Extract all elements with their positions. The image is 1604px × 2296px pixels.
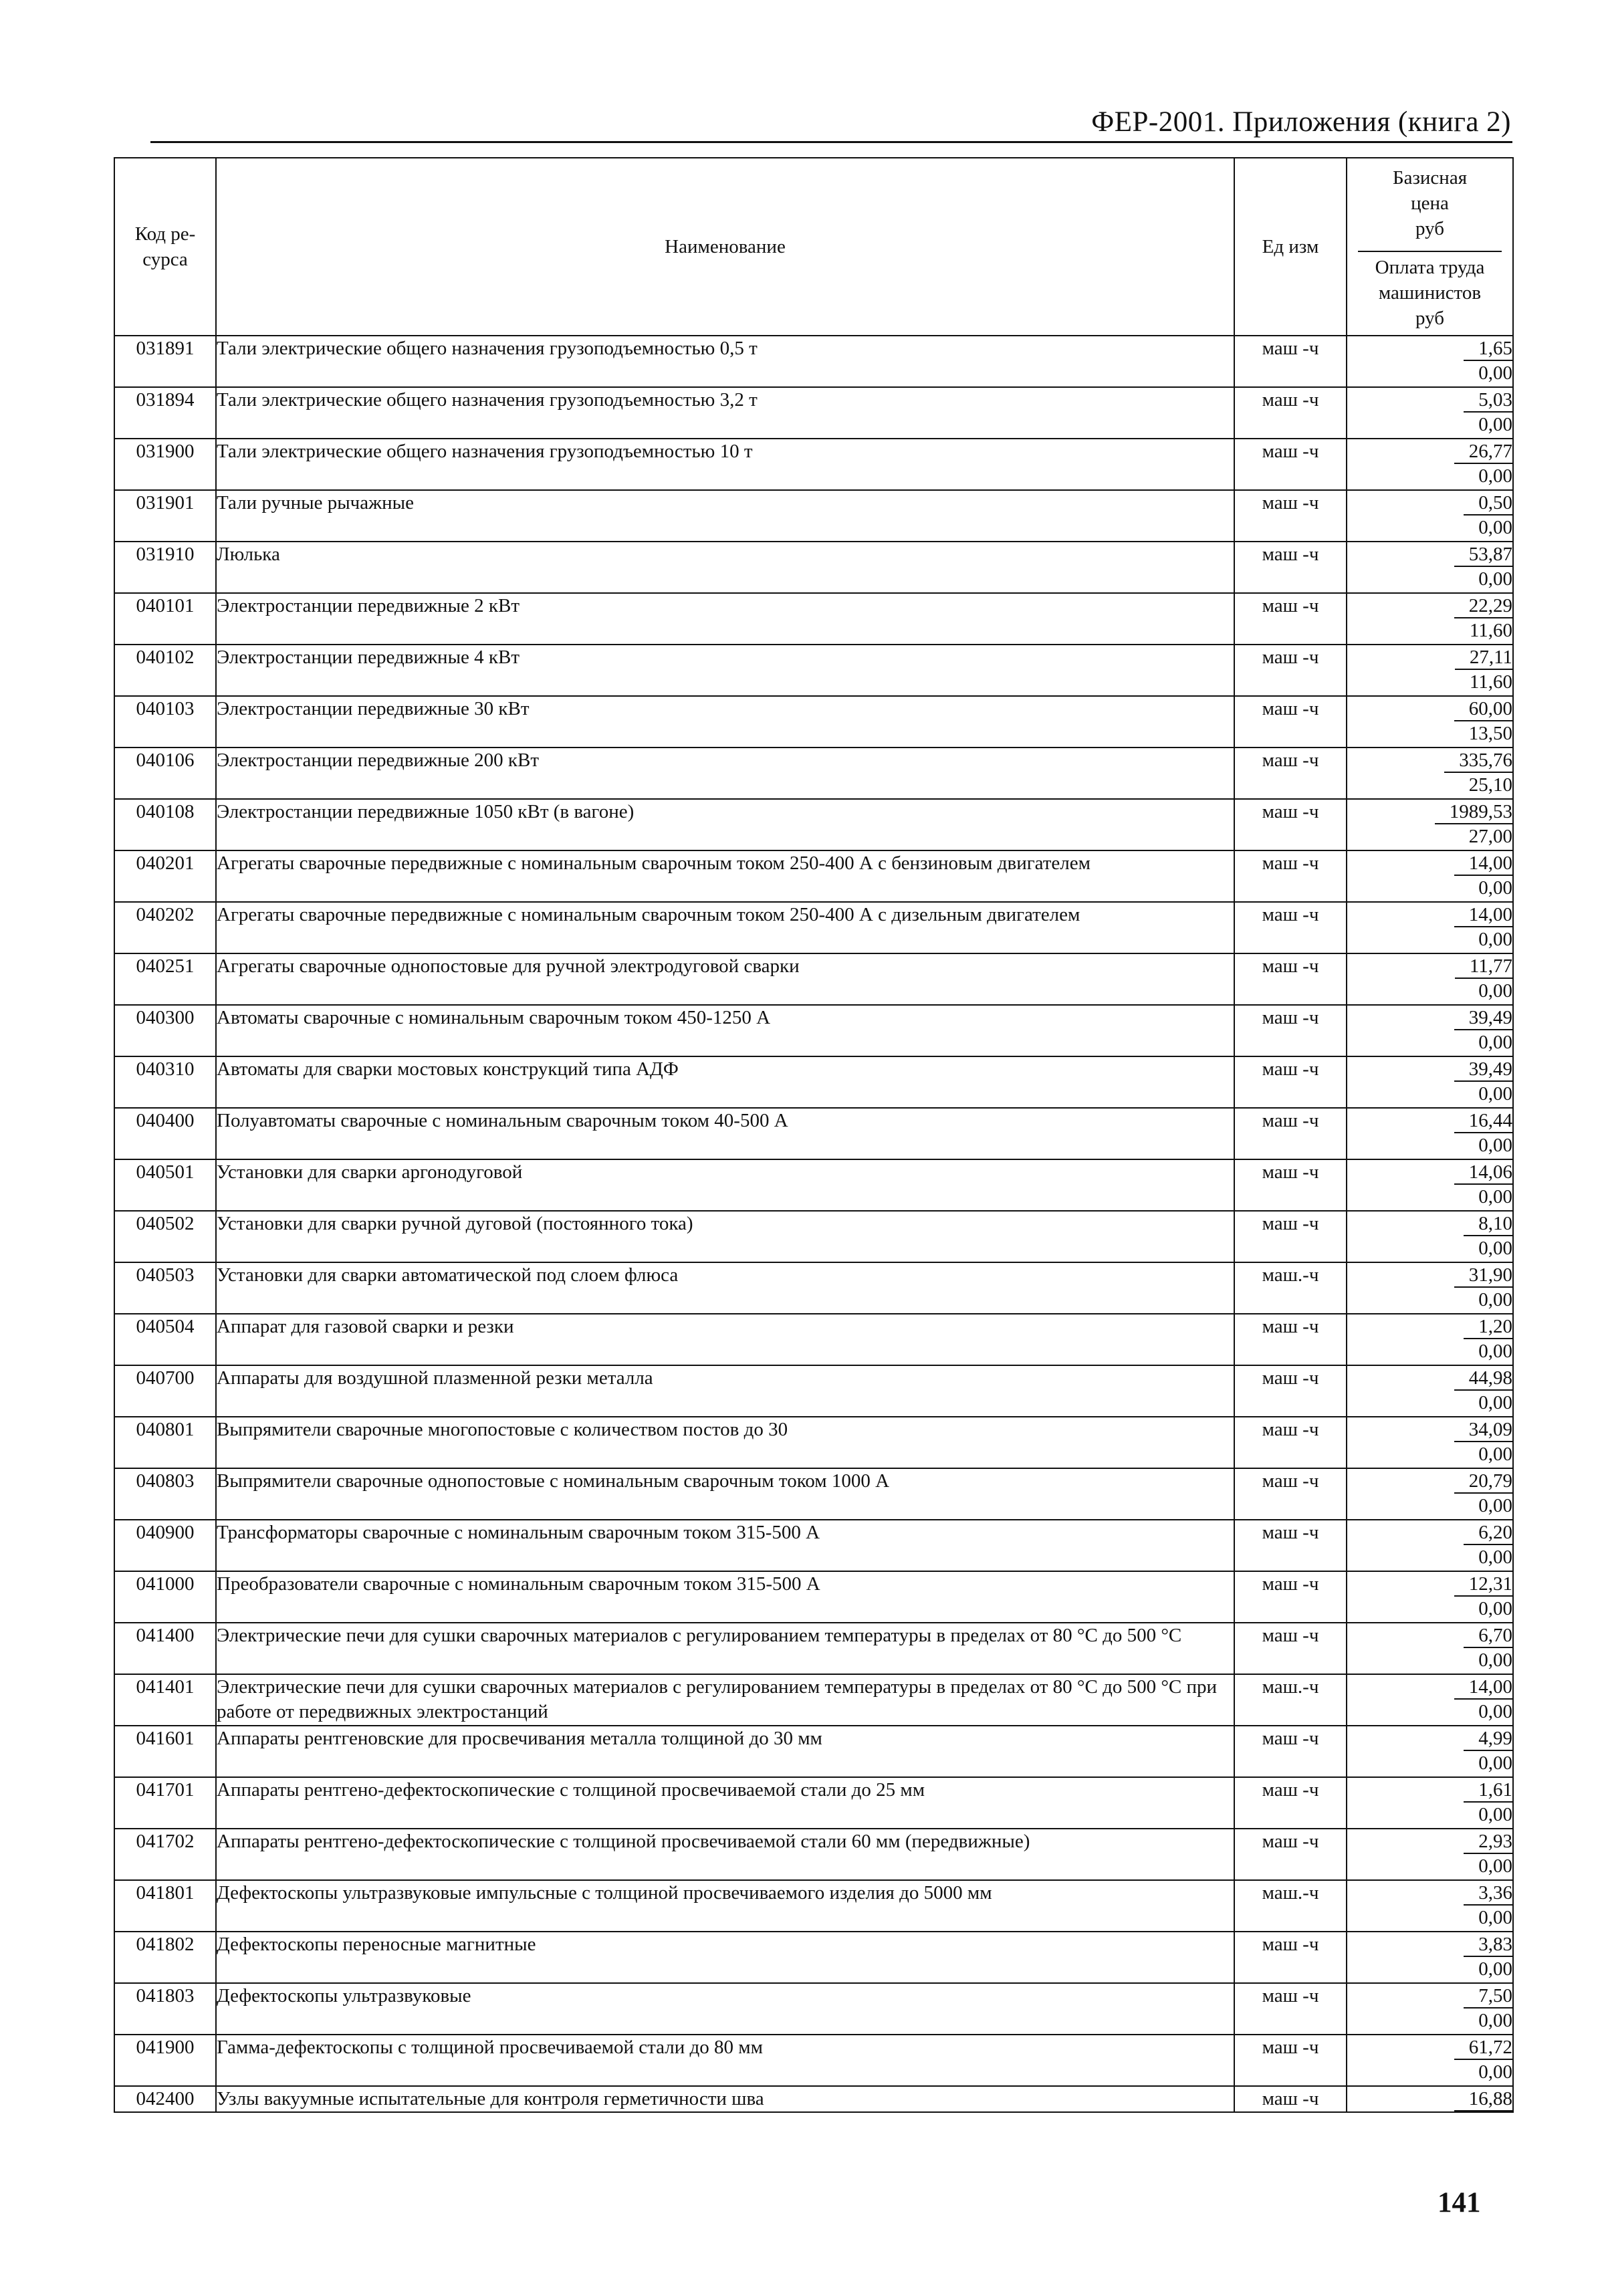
resource-code: 031891 [114, 336, 216, 387]
resource-name: Электростанции передвижные 2 кВт [216, 593, 1234, 645]
resource-unit: маш -ч [1234, 1726, 1347, 1777]
base-price: 1,20 [1464, 1316, 1512, 1339]
price-cell [1347, 1983, 1513, 2035]
resource-name: Агрегаты сварочные передвижные с номинальным сварочным током 250-400 А с бензиновым двигателем [216, 850, 1234, 902]
table-row [114, 1365, 1513, 1417]
resource-name: Люлька [216, 542, 1234, 593]
operator-wage: 0,00 [1478, 1752, 1512, 1774]
operator-wage: 0,00 [1478, 1598, 1512, 1619]
resource-name: Трансформаторы сварочные с номинальным сварочным током 315-500 А [216, 1520, 1234, 1571]
resource-name: Автоматы для сварки мостовых конструкций типа АДФ [216, 1056, 1234, 1108]
resource-name: Электрические печи для сушки сварочных материалов с регулированием температуры в пределах от 80 °С до 500 °С [216, 1623, 1234, 1674]
header-code: Код ре- сурса [114, 158, 216, 336]
resource-code: 040101 [114, 593, 216, 645]
base-price: 27,11 [1455, 647, 1512, 670]
resource-code: 040700 [114, 1365, 216, 1417]
price-cell [1347, 336, 1513, 387]
resource-code: 040801 [114, 1417, 216, 1468]
header-name: Наименование [216, 158, 1234, 336]
base-price: 14,06 [1454, 1161, 1512, 1185]
table-row [114, 1056, 1513, 1108]
operator-wage: 0,00 [1478, 362, 1512, 384]
price-cell [1347, 387, 1513, 439]
operator-wage: 11,60 [1469, 671, 1512, 693]
resource-unit: маш -ч [1234, 1056, 1347, 1108]
resource-name: Аппараты рентгено-дефектоскопические с толщиной просвечиваемой стали до 25 мм [216, 1777, 1234, 1829]
resource-code: 040102 [114, 645, 216, 696]
resource-name: Электростанции передвижные 1050 кВт (в вагоне) [216, 799, 1234, 850]
resource-unit: маш -ч [1234, 1932, 1347, 1983]
base-price: 16,44 [1454, 1110, 1512, 1133]
resource-unit: маш -ч [1234, 2086, 1347, 2112]
base-price: 14,00 [1454, 904, 1512, 927]
price-cell [1347, 542, 1513, 593]
price-cell [1347, 1520, 1513, 1571]
table-row [114, 1777, 1513, 1829]
operator-wage: 0,00 [1478, 1649, 1512, 1671]
base-price: 12,31 [1454, 1573, 1512, 1597]
operator-wage: 0,00 [1478, 877, 1512, 899]
resource-unit: маш -ч [1234, 850, 1347, 902]
operator-wage: 0,00 [1478, 414, 1512, 435]
price-cell [1347, 1314, 1513, 1365]
price-cell [1347, 1829, 1513, 1880]
base-price: 39,49 [1454, 1007, 1512, 1030]
operator-wage: 0,00 [1478, 1135, 1512, 1156]
header-price [1347, 158, 1513, 336]
resource-name: Агрегаты сварочные передвижные с номинальным сварочным током 250-400 А с дизельным двигателем [216, 902, 1234, 953]
resource-unit: маш.-ч [1234, 1674, 1347, 1726]
resource-unit: маш -ч [1234, 953, 1347, 1005]
table-body [114, 336, 1513, 2112]
table-row [114, 645, 1513, 696]
resource-name: Тали электрические общего назначения грузоподъемностью 10 т [216, 439, 1234, 490]
table-row [114, 1571, 1513, 1623]
base-price: 1,65 [1464, 338, 1512, 361]
table-row [114, 902, 1513, 953]
resource-code: 041000 [114, 1571, 216, 1623]
operator-wage: 0,00 [1478, 568, 1512, 590]
price-cell [1347, 748, 1513, 799]
price-cell [1347, 850, 1513, 902]
table-row [114, 1880, 1513, 1932]
operator-wage: 0,00 [1478, 1186, 1512, 1208]
price-cell [1347, 439, 1513, 490]
resource-code: 040900 [114, 1520, 216, 1571]
base-price: 8,10 [1464, 1213, 1512, 1236]
resource-name: Агрегаты сварочные однопостовые для ручной электродуговой сварки [216, 953, 1234, 1005]
resource-code: 040106 [114, 748, 216, 799]
resource-name: Электростанции передвижные 30 кВт [216, 696, 1234, 748]
base-price: 20,79 [1454, 1470, 1512, 1494]
resource-code: 040103 [114, 696, 216, 748]
resource-code: 040501 [114, 1159, 216, 1211]
price-cell [1347, 490, 1513, 542]
resource-code: 040400 [114, 1108, 216, 1159]
operator-wage: 0,00 [1478, 2061, 1512, 2083]
resource-code: 041601 [114, 1726, 216, 1777]
operator-wage: 0,00 [1478, 1083, 1512, 1105]
price-cell [1347, 1365, 1513, 1417]
operator-wage: 0,00 [1478, 929, 1512, 950]
header-rule [150, 141, 1512, 143]
resource-code: 041400 [114, 1623, 216, 1674]
base-price: 0,50 [1464, 492, 1512, 515]
table-row [114, 1932, 1513, 1983]
resource-code: 040202 [114, 902, 216, 953]
resource-unit: маш -ч [1234, 1159, 1347, 1211]
operator-wage: 0,00 [1478, 1289, 1512, 1310]
price-cell [1347, 645, 1513, 696]
table-row [114, 1211, 1513, 1262]
operator-wage: 0,00 [1478, 1392, 1512, 1413]
resource-name: Узлы вакуумные испытательные для контроля герметичности шва [216, 2086, 1234, 2112]
price-cell [1347, 1159, 1513, 1211]
table-row [114, 490, 1513, 542]
resource-name: Установки для сварки автоматической под слоем флюса [216, 1262, 1234, 1314]
resource-unit: маш -ч [1234, 1417, 1347, 1468]
resource-name: Аппараты рентгеновские для просвечивания металла толщиной до 30 мм [216, 1726, 1234, 1777]
price-cell [1347, 1262, 1513, 1314]
resource-name: Дефектоскопы переносные магнитные [216, 1932, 1234, 1983]
resource-code: 031894 [114, 387, 216, 439]
resource-code: 040503 [114, 1262, 216, 1314]
price-cell [1347, 1880, 1513, 1932]
resource-code: 040108 [114, 799, 216, 850]
header-unit: Ед изм [1234, 158, 1347, 336]
resource-code: 041900 [114, 2035, 216, 2086]
operator-wage: 11,60 [1469, 620, 1512, 641]
resource-name: Аппараты для воздушной плазменной резки металла [216, 1365, 1234, 1417]
resource-unit: маш -ч [1234, 1829, 1347, 1880]
resource-code: 041701 [114, 1777, 216, 1829]
table-row [114, 748, 1513, 799]
resource-code: 040310 [114, 1056, 216, 1108]
base-price: 4,99 [1464, 1728, 1512, 1751]
resource-unit: маш -ч [1234, 439, 1347, 490]
base-price: 16,88 [1454, 2088, 1512, 2111]
resource-unit: маш -ч [1234, 490, 1347, 542]
resource-unit: маш -ч [1234, 1777, 1347, 1829]
price-cell [1347, 1932, 1513, 1983]
price-cell [1347, 2086, 1513, 2112]
table-row [114, 1468, 1513, 1520]
resource-code: 040201 [114, 850, 216, 902]
resource-name: Тали электрические общего назначения грузоподъемностью 3,2 т [216, 387, 1234, 439]
operator-wage: 0,00 [1478, 2010, 1512, 2031]
operator-wage: 0,00 [1478, 980, 1512, 1002]
resource-unit: маш -ч [1234, 1211, 1347, 1262]
resource-name: Тали электрические общего назначения грузоподъемностью 0,5 т [216, 336, 1234, 387]
resource-unit: маш -ч [1234, 748, 1347, 799]
resource-code: 040502 [114, 1211, 216, 1262]
resource-unit: маш -ч [1234, 1005, 1347, 1056]
base-price: 6,70 [1464, 1625, 1512, 1648]
price-cell [1347, 1726, 1513, 1777]
base-price: 7,50 [1464, 1985, 1512, 2008]
base-price: 3,36 [1464, 1882, 1512, 1906]
resource-unit: маш -ч [1234, 1365, 1347, 1417]
resource-name: Установки для сварки ручной дуговой (постоянного тока) [216, 1211, 1234, 1262]
resource-name: Тали ручные рычажные [216, 490, 1234, 542]
operator-wage: 0,00 [1478, 1855, 1512, 1877]
resource-name: Аппараты рентгено-дефектоскопические с толщиной просвечиваемой стали 60 мм (передвижные) [216, 1829, 1234, 1880]
table-row [114, 1314, 1513, 1365]
resource-unit: маш -ч [1234, 799, 1347, 850]
table-row [114, 850, 1513, 902]
base-price: 14,00 [1454, 852, 1512, 876]
header-base-price: Базисная цена руб [1392, 167, 1468, 239]
base-price: 3,83 [1464, 1934, 1512, 1957]
base-price: 1989,53 [1435, 801, 1512, 824]
table-row [114, 387, 1513, 439]
price-cell [1347, 1777, 1513, 1829]
resource-unit: маш -ч [1234, 645, 1347, 696]
resource-unit: маш.-ч [1234, 1262, 1347, 1314]
price-cell [1347, 1623, 1513, 1674]
resource-code: 031910 [114, 542, 216, 593]
price-cell [1347, 1005, 1513, 1056]
resource-unit: маш -ч [1234, 902, 1347, 953]
base-price: 34,09 [1454, 1419, 1512, 1442]
header-operator-wage: Оплата труда машинистов руб [1375, 257, 1485, 329]
price-cell [1347, 1108, 1513, 1159]
base-price: 1,61 [1464, 1779, 1512, 1803]
base-price: 5,03 [1464, 389, 1512, 413]
price-cell [1347, 1056, 1513, 1108]
resource-name: Дефектоскопы ультразвуковые импульсные с толщиной просвечиваемого изделия до 5000 мм [216, 1880, 1234, 1932]
resource-code: 040504 [114, 1314, 216, 1365]
operator-wage: 0,00 [1478, 1958, 1512, 1980]
operator-wage: 0,00 [1478, 1032, 1512, 1053]
operator-wage: 0,00 [1478, 517, 1512, 538]
operator-wage: 0,00 [1478, 1546, 1512, 1568]
table-row [114, 1262, 1513, 1314]
price-cell [1347, 1468, 1513, 1520]
base-price: 31,90 [1454, 1264, 1512, 1288]
page-header-title: ФЕР-2001. Приложения (книга 2) [1091, 106, 1511, 138]
base-price: 14,00 [1454, 1676, 1512, 1700]
resource-name: Преобразователи сварочные с номинальным сварочным током 315-500 А [216, 1571, 1234, 1623]
resource-unit: маш -ч [1234, 336, 1347, 387]
resource-unit: маш -ч [1234, 542, 1347, 593]
table-row [114, 2035, 1513, 2086]
operator-wage: 0,00 [1478, 1495, 1512, 1516]
base-price: 2,93 [1464, 1831, 1512, 1854]
base-price: 39,49 [1454, 1058, 1512, 1082]
resource-code: 041803 [114, 1983, 216, 2035]
price-cell [1347, 953, 1513, 1005]
resource-name: Автоматы сварочные с номинальным сварочным током 450-1250 А [216, 1005, 1234, 1056]
operator-wage: 27,00 [1468, 826, 1512, 847]
resource-code: 040300 [114, 1005, 216, 1056]
resource-unit: маш -ч [1234, 1520, 1347, 1571]
table-row [114, 542, 1513, 593]
resource-name: Электрические печи для сушки сварочных материалов с регулированием температуры в пределах от 80 °С до 500 °С при работе от передвижных электростанций [216, 1674, 1234, 1726]
base-price: 61,72 [1454, 2037, 1512, 2060]
table-row [114, 1726, 1513, 1777]
table-row [114, 336, 1513, 387]
operator-wage: 0,00 [1478, 1907, 1512, 1928]
price-cell [1347, 1571, 1513, 1623]
table-row [114, 1417, 1513, 1468]
resource-unit: маш -ч [1234, 1983, 1347, 2035]
price-cell [1347, 902, 1513, 953]
table-row [114, 1623, 1513, 1674]
price-cell [1347, 799, 1513, 850]
table-header-row [114, 158, 1513, 336]
table-row [114, 1005, 1513, 1056]
page-number: 141 [1438, 2187, 1481, 2218]
table-row [114, 2086, 1513, 2112]
price-cell [1347, 1417, 1513, 1468]
resource-code: 041401 [114, 1674, 216, 1726]
resource-name: Выпрямители сварочные однопостовые с номинальным сварочным током 1000 А [216, 1468, 1234, 1520]
base-price: 44,98 [1454, 1367, 1512, 1391]
resource-name: Дефектоскопы ультразвуковые [216, 1983, 1234, 2035]
price-cell [1347, 696, 1513, 748]
base-price: 335,76 [1444, 750, 1512, 773]
table-row [114, 799, 1513, 850]
base-price: 22,29 [1454, 595, 1512, 618]
operator-wage: 13,50 [1468, 723, 1512, 744]
resource-unit: маш -ч [1234, 1314, 1347, 1365]
table-row [114, 1829, 1513, 1880]
resource-code: 031900 [114, 439, 216, 490]
operator-wage: 0,00 [1478, 1444, 1512, 1465]
resource-unit: маш -ч [1234, 387, 1347, 439]
price-cell [1347, 2035, 1513, 2086]
base-price: 60,00 [1454, 698, 1512, 721]
price-cell [1347, 593, 1513, 645]
table-row [114, 439, 1513, 490]
resource-code: 031901 [114, 490, 216, 542]
resource-unit: маш -ч [1234, 696, 1347, 748]
table-row [114, 1159, 1513, 1211]
table-row [114, 1520, 1513, 1571]
operator-wage: 0,00 [1478, 1804, 1512, 1825]
table-row [114, 1108, 1513, 1159]
resource-name: Установки для сварки аргонодуговой [216, 1159, 1234, 1211]
base-price: 6,20 [1464, 1522, 1512, 1545]
resource-unit: маш -ч [1234, 1571, 1347, 1623]
resource-code: 041702 [114, 1829, 216, 1880]
resource-unit: маш.-ч [1234, 1880, 1347, 1932]
resource-unit: маш -ч [1234, 2035, 1347, 2086]
resource-unit: маш -ч [1234, 1623, 1347, 1674]
operator-wage: 0,00 [1478, 1341, 1512, 1362]
resource-name: Выпрямители сварочные многопостовые с количеством постов до 30 [216, 1417, 1234, 1468]
table-row [114, 1983, 1513, 2035]
resource-name: Электростанции передвижные 4 кВт [216, 645, 1234, 696]
table-row [114, 1674, 1513, 1726]
resource-unit: маш -ч [1234, 1108, 1347, 1159]
resource-name: Электростанции передвижные 200 кВт [216, 748, 1234, 799]
resource-name: Аппарат для газовой сварки и резки [216, 1314, 1234, 1365]
base-price: 53,87 [1454, 544, 1512, 567]
resource-table [114, 157, 1514, 2113]
operator-wage: 0,00 [1478, 1701, 1512, 1722]
operator-wage: 0,00 [1478, 1238, 1512, 1259]
resource-code: 040803 [114, 1468, 216, 1520]
base-price: 11,77 [1455, 955, 1512, 979]
resource-code: 042400 [114, 2086, 216, 2112]
operator-wage: 25,10 [1468, 774, 1512, 796]
price-cell [1347, 1211, 1513, 1262]
table-row [114, 593, 1513, 645]
resource-name: Полуавтоматы сварочные с номинальным сварочным током 40-500 А [216, 1108, 1234, 1159]
resource-code: 041802 [114, 1932, 216, 1983]
base-price: 26,77 [1454, 441, 1512, 464]
resource-code: 040251 [114, 953, 216, 1005]
price-cell [1347, 1674, 1513, 1726]
operator-wage: 0,00 [1478, 465, 1512, 487]
table-row [114, 696, 1513, 748]
resource-unit: маш -ч [1234, 593, 1347, 645]
resource-code: 041801 [114, 1880, 216, 1932]
table-row [114, 953, 1513, 1005]
resource-unit: маш -ч [1234, 1468, 1347, 1520]
resource-name: Гамма-дефектоскопы с толщиной просвечиваемой стали до 80 мм [216, 2035, 1234, 2086]
